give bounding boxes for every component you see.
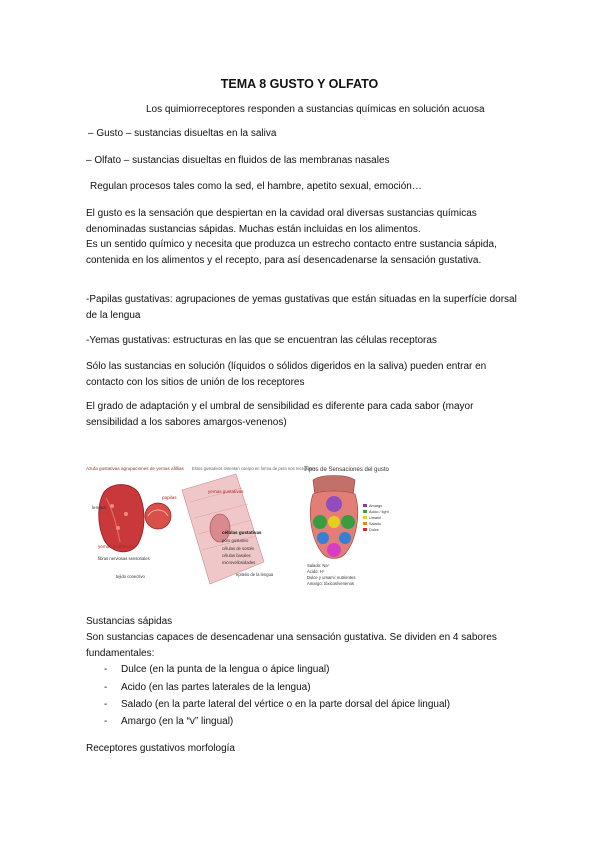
sabor-item-acido xyxy=(104,681,311,695)
sapidas-definition: Son sustancias capaces de desencadenar una sensación gustativa. Se dividen en 4 sabores fundamentales: xyxy=(86,632,497,659)
olfato-line: – Olfato – sustancias disueltas en fluidos de las membranas nasales xyxy=(86,155,390,166)
note-salado: Salado: Na⁺ xyxy=(307,563,330,568)
zone-acido-left xyxy=(313,515,327,529)
figure-left-caption: Azufa gustativas agrupaciones de yemas afillias xyxy=(86,466,184,471)
adaptacion-paragraph: El grado de adaptación y el umbral de sensibilidad es diferente para cada sabor (mayor sensibilidad a los sabores amargos-venenos) xyxy=(86,401,474,428)
note-dulce-umami: Dulce y umami: nutrientes xyxy=(307,575,356,580)
sabor-text: Salado (en la parte lateral del vértice o en la parte dorsal del ápice lingual) xyxy=(121,699,451,710)
label-lengua: lengua xyxy=(92,505,106,510)
note-acido: Ácido: H⁺ xyxy=(307,569,326,574)
label-fibras: fibras nerviosas sensoriales xyxy=(98,556,150,561)
bullet-dash: - xyxy=(104,699,108,710)
zone-amargo xyxy=(326,496,342,512)
sabor-text: Amargo (en la “v” lingual) xyxy=(121,716,234,727)
legend-umami: Umami xyxy=(369,516,382,520)
legend-acido: Ácido / light xyxy=(369,510,389,514)
label-celulas-gustativas: células gustativas xyxy=(222,530,262,535)
zone-umami xyxy=(328,516,340,528)
regulan-line: Regulan procesos tales como la sed, el hambre, apetito sexual, emoción… xyxy=(90,181,422,192)
sabor-item-dulce xyxy=(104,663,329,677)
bullet-dash: - xyxy=(104,716,108,727)
tongue-anatomy-figure xyxy=(86,462,316,588)
legend-swatch-acido xyxy=(363,510,367,513)
label-basales: células basales xyxy=(222,553,251,558)
sabor-text: Acido (en las partes laterales de la lengua) xyxy=(121,682,311,693)
legend-salado: Salado xyxy=(369,522,381,526)
papilla-dot xyxy=(110,504,114,508)
legend-swatch-umami xyxy=(363,516,367,519)
sabor-text: Dulce (en la punta de la lengua o ápice lingual) xyxy=(121,664,330,675)
label-yemas-top: yemas gustativas xyxy=(208,489,244,494)
label-epitelio: epitelio de la lengua xyxy=(236,572,274,577)
label-sosten: células de sostén xyxy=(222,546,255,551)
bullet-dash: - xyxy=(104,682,108,693)
page-title: TEMA 8 GUSTO Y OLFATO xyxy=(220,77,379,91)
zone-salado-left xyxy=(317,532,329,544)
taste-map-title: Tipos de Sensaciones del gusto xyxy=(304,467,389,473)
bullet-dash: - xyxy=(104,664,108,675)
gusto-line: – Gusto – sustancias disueltas en la saliva xyxy=(88,128,277,139)
yemas-paragraph: -Yemas gustativas: estructuras en las que se encuentran las células receptoras xyxy=(86,335,437,346)
papilla-dot xyxy=(124,512,128,516)
sabor-item-salado xyxy=(104,698,450,712)
legend-amargo: Amargo xyxy=(369,504,383,508)
legend-swatch-amargo xyxy=(363,504,367,507)
solucion-paragraph: Sólo las sustancias en solución (líquidos o sólidos digeridos en la saliva) pueden entrar en contacto con los sitios de unión de los receptores xyxy=(86,361,487,388)
gusto-definition: El gusto es la sensación que despiertan en la cavidad oral diversas sustancias químicas denominadas sustancias sápidas. Muchas están incluidas en los alimentos. xyxy=(86,208,477,235)
legend-swatch-dulce xyxy=(363,528,367,531)
sentido-quimico-paragraph: Es un sentido químico y necesita que produzca un estrecho contacto entre sustancia sápida, contenida en los alimentos y el recepto, para así desencadenarse la sensación gustativa. xyxy=(86,239,497,266)
label-poro: poro gustativo xyxy=(222,538,249,543)
taste-map-figure xyxy=(303,462,423,590)
label-yemas-bottom: yemas gustativas xyxy=(98,544,134,549)
sabor-item-amargo xyxy=(104,715,233,729)
note-amargo: Amargo: tóxicos/venenos xyxy=(307,581,355,586)
label-microvellosidades: microvellosidades xyxy=(222,560,256,565)
receptores-heading: Receptores gustativos morfología xyxy=(86,743,235,754)
figure-left-caption-mid: Estos gustativos ostentan cuerpo en forma de pera nos receptores xyxy=(192,466,316,471)
zone-acido-right xyxy=(341,515,355,529)
legend-swatch-salado xyxy=(363,522,367,525)
zone-dulce xyxy=(327,543,341,557)
tongue-illustration xyxy=(99,485,144,552)
papilla-dot xyxy=(116,526,120,530)
papilas-paragraph: -Papilas gustativas: agrupaciones de yemas gustativas que están situadas en la superfície dorsal de la lengua xyxy=(86,294,517,321)
legend-dulce: Dulce xyxy=(369,528,379,532)
zone-salado-right xyxy=(339,532,351,544)
label-papilas: papilas xyxy=(162,495,177,500)
sapidas-heading: Sustancias sápidas xyxy=(86,616,173,627)
label-tejido: tejido conectivo xyxy=(116,574,145,579)
papila-zoom-illustration xyxy=(145,503,171,529)
intro-text: Los quimiorreceptores responden a sustancias químicas en solución acuosa xyxy=(146,104,485,115)
